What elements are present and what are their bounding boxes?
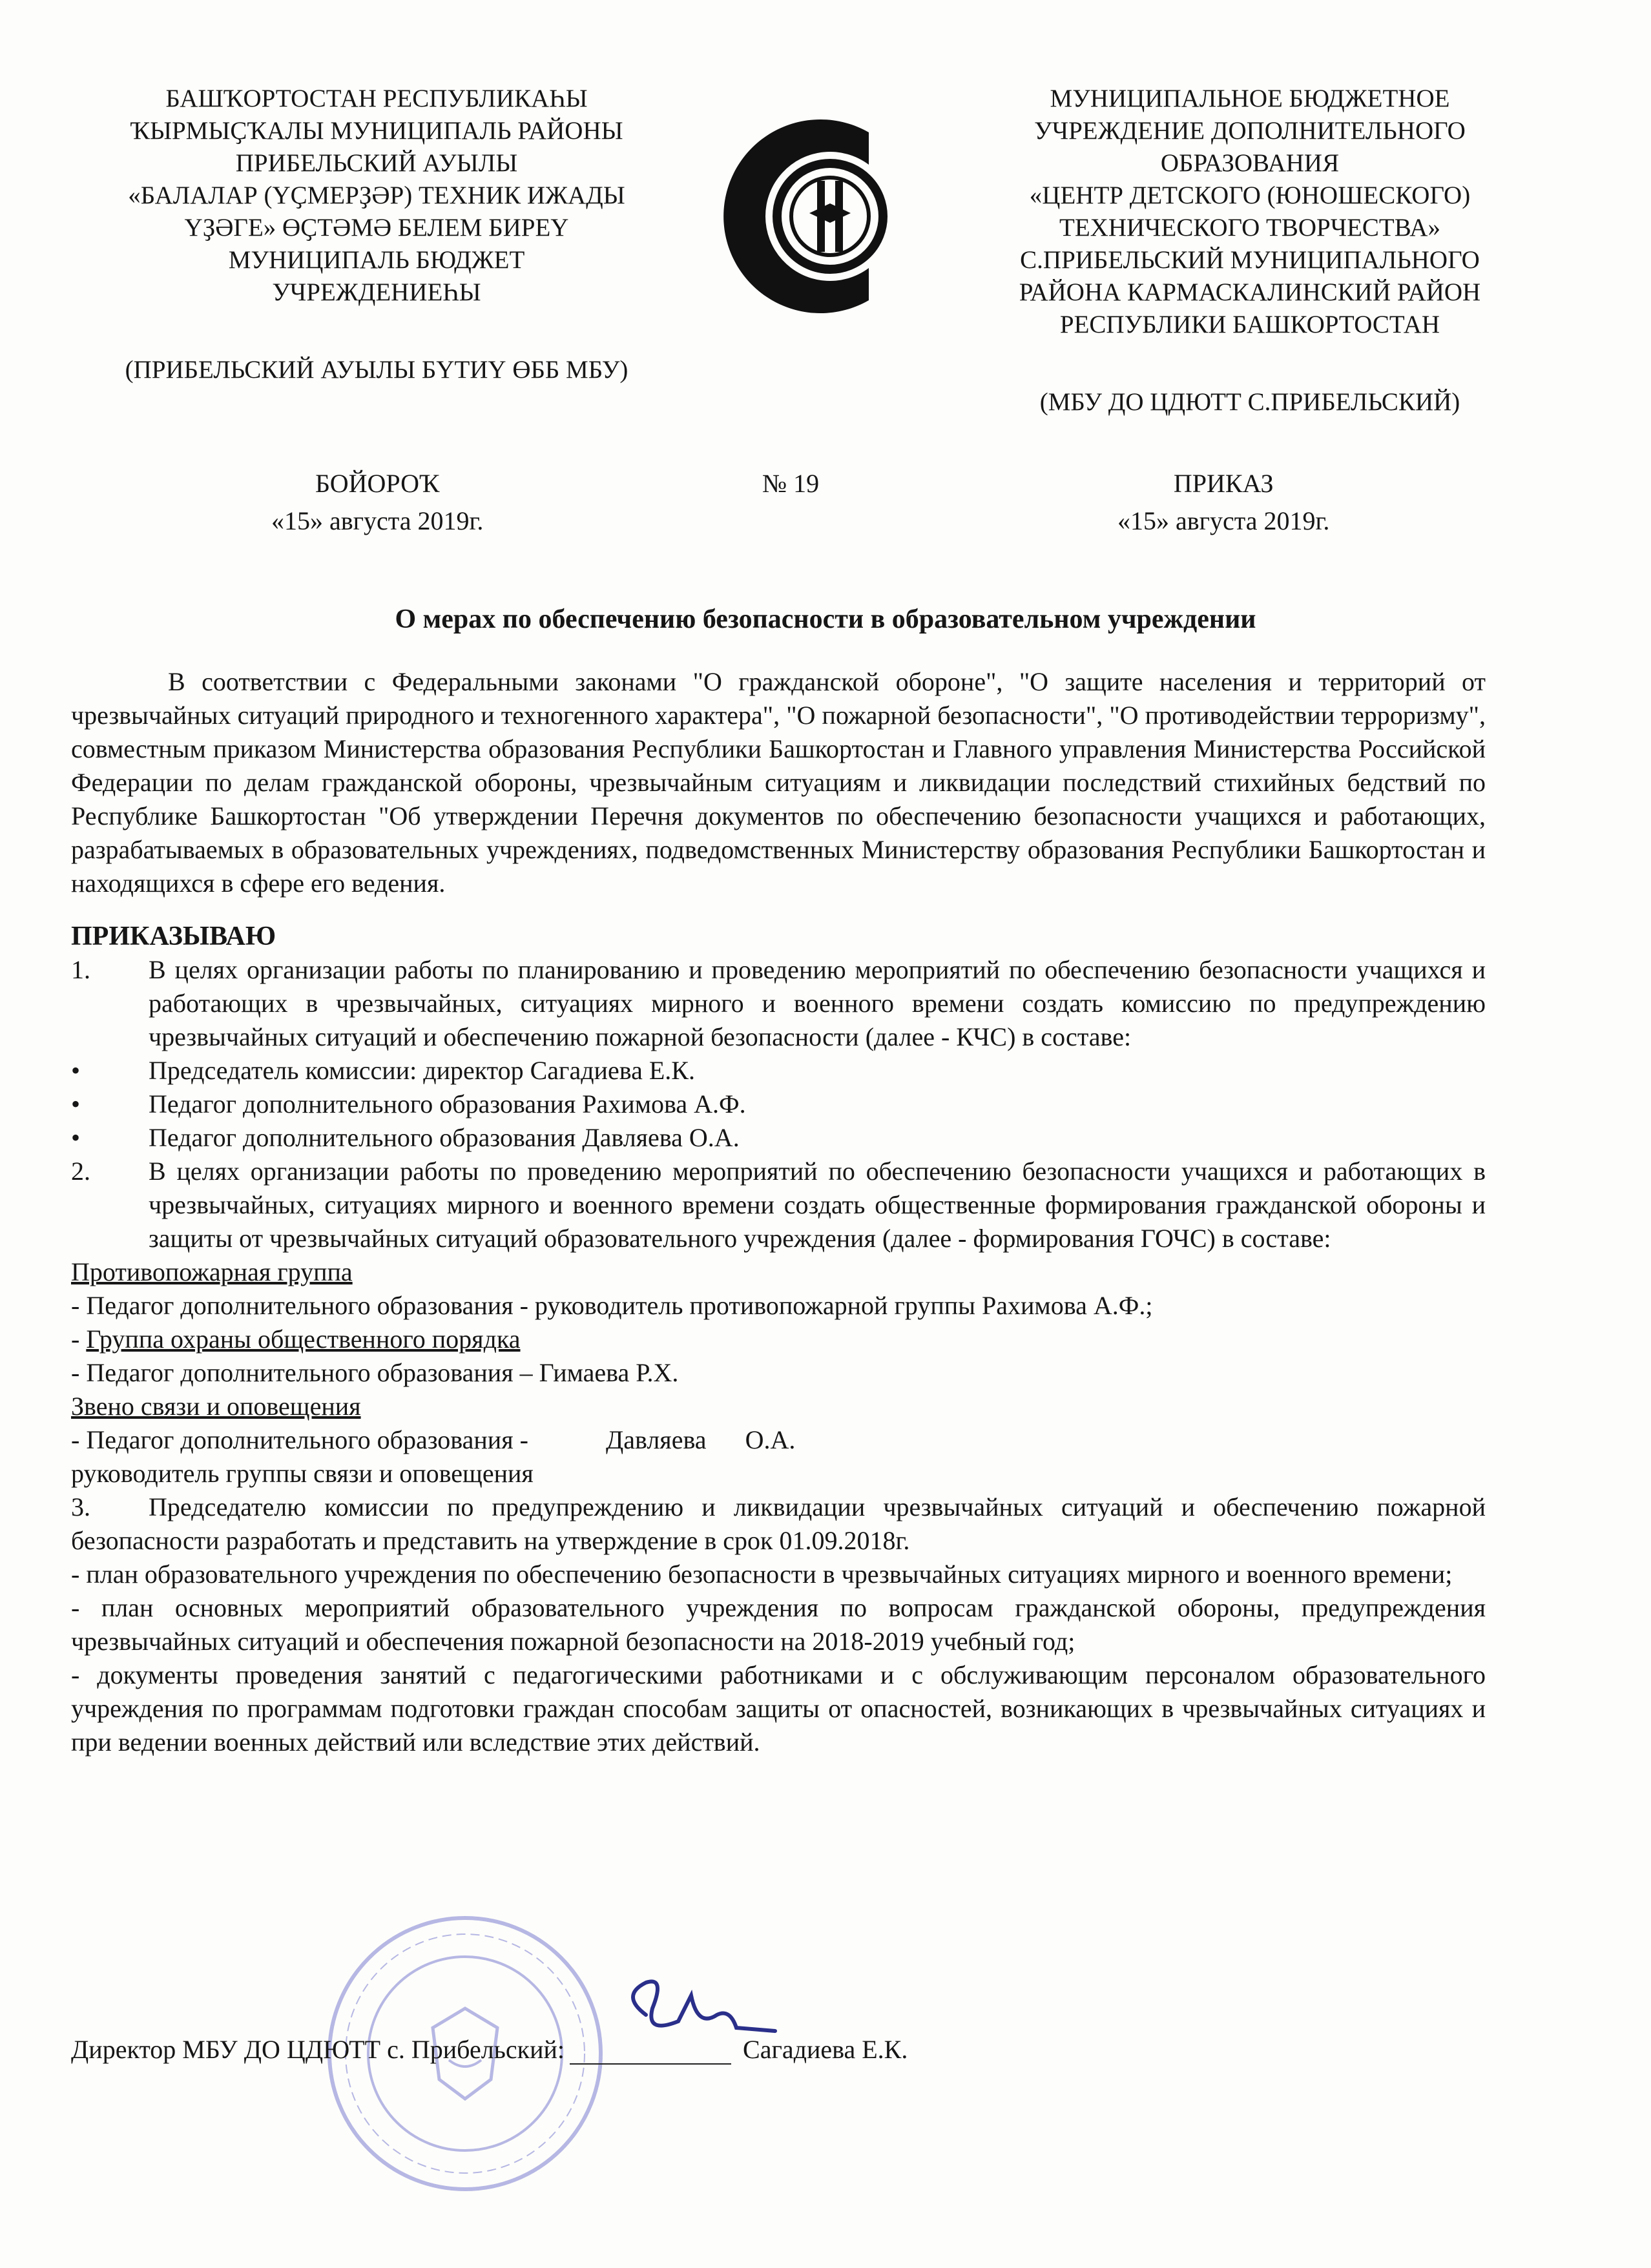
signature-row — [71, 2034, 908, 2065]
header-right-line: РЕСПУБЛИКИ БАШКОРТОСТАН — [1059, 311, 1440, 338]
item-text: Председателю комиссии по предупреждению и ликвидации чрезвычайных ситуаций и обеспечению пожарной безопасности разработать и представить на утверждение в срок 01.09.2018г. — [71, 1492, 1486, 1555]
comm-group-member — [71, 1423, 1486, 1457]
order-title-bashkir: БОЙОРОҠ — [315, 469, 440, 498]
header-right-line: ТЕХНИЧЕСКОГО ТВОРЧЕСТВА» — [1059, 214, 1440, 242]
preamble-paragraph: В соответствии с Федеральными законами "О гражданской обороне", "О защите населения и территорий от чрезвычайных ситуаций природного и техногенного характера", "О пожарной безопасности", "О противодействии терроризму", совместным приказом Министерства образования Республики Башкортостан и Главного управления Министерства Российской Федерации по делам гражданской обороны, чрезвычайным ситуациям и ликвидации последствий стихийных бедствий по Республике Башкортостан "Об утверждении Перечня документов по обеспечению безопасности учащихся и работающих, разрабатываемых в образовательных учреждениях, подведомственных Министерству образования Республики Башкортостан и находящихся в сфере его ведения. — [71, 667, 1486, 898]
header-right-block — [950, 83, 1550, 418]
order-number: № 19 — [762, 469, 820, 498]
plan-item: - документы проведения занятий с педагогическими работниками и с обслуживающим персоналом образовательного учреждения по программам подготовки граждан способам защиты от опасностей, возникающих в чрезвычайных ситуациях и при ведении военных действий или вследствие этих действий. — [71, 1660, 1486, 1757]
item-number: 1. — [71, 955, 90, 984]
comm-member-name: Давляева — [605, 1425, 707, 1454]
document-title: О мерах по обеспечению безопасности в образовательном учреждении — [395, 604, 1256, 634]
header-left-line: УЧРЕЖДЕНИЕҺЫ — [272, 278, 481, 306]
fire-group-heading: Противопожарная группа — [71, 1257, 353, 1286]
header-left-line: ҮҘӘГЕ» ӨҪТӘМӘ БЕЛЕМ БИРЕҮ — [184, 214, 569, 242]
signer-position: Директор МБУ ДО ЦДЮТТ с. Прибельский: — [71, 2035, 565, 2064]
bullet-item — [71, 1088, 1486, 1121]
header-right-line: УЧРЕЖДЕНИЕ ДОПОЛНИТЕЛЬНОГО — [1034, 117, 1466, 145]
bullet-item — [71, 1054, 1486, 1088]
item-text: В целях организации работы по планированию и проведению мероприятий по обеспечению безопасности учащихся и работающих в чрезвычайных, ситуациях мирного и военного времени создать комиссию по предупреждению чрезвычайных ситуаций и обеспечению пожарной безопасности (далее - КЧС) в составе: — [149, 955, 1486, 1051]
item-number: 3. — [71, 1492, 90, 1521]
header-left-block — [76, 83, 677, 386]
comm-member-role: - Педагог дополнительного образования - — [71, 1425, 528, 1454]
order-date-left: «15» августа 2019г. — [271, 506, 484, 535]
comm-member-role-desc: руководитель группы связи и оповещения — [71, 1459, 534, 1488]
signer-name: Сагадиева Е.К. — [743, 2035, 908, 2064]
bullet-item — [71, 1121, 1486, 1155]
header-left-line: ПРИБЕЛЬСКИЙ АУЫЛЫ — [235, 149, 518, 177]
header-right-line: С.ПРИБЕЛЬСКИЙ МУНИЦИПАЛЬНОГО — [1020, 246, 1480, 274]
header-left-line: «БАЛАЛАР (ҮҪМЕРҘӘР) ТЕХНИК ИЖАДЫ — [128, 181, 625, 209]
order-title-russian: ПРИКАЗ — [1173, 469, 1274, 498]
header-right-abbr: (МБУ ДО ЦДЮТТ С.ПРИБЕЛЬСКИЙ) — [1039, 388, 1460, 416]
order-group-title: Группа охраны общественного порядка — [86, 1325, 521, 1354]
header-right-line: МУНИЦИПАЛЬНОЕ БЮДЖЕТНОЕ — [1050, 85, 1450, 112]
header-right-line: «ЦЕНТР ДЕТСКОГО (ЮНОШЕСКОГО) — [1029, 181, 1471, 209]
order-meta-right — [1117, 465, 1329, 540]
bullet-icon: • — [71, 1123, 81, 1152]
order-word: ПРИКАЗЫВАЮ — [71, 922, 276, 951]
order-group-member: - Педагог дополнительного образования – Гимаева Р.Х. — [71, 1358, 679, 1387]
signature-line — [570, 2037, 731, 2065]
fire-group-member: - Педагог дополнительного образования - руководитель противопожарной группы Рахимова А.Ф.; — [71, 1291, 1153, 1320]
header-left-abbr: (ПРИБЕЛЬСКИЙ АУЫЛЫ БҮТИҮ ӨББ МБУ) — [125, 356, 628, 384]
header-left-line: МУНИЦИПАЛЬ БЮДЖЕТ — [228, 246, 525, 274]
document-body — [71, 665, 1486, 1759]
bullet-icon: • — [71, 1089, 81, 1119]
plan-item: - план основных мероприятий образовательного учреждения по вопросам гражданской обороны, предупреждения чрезвычайных ситуаций и обеспечения пожарной безопасности на 2018-2019 учебный год; — [71, 1593, 1486, 1656]
institution-logo-icon — [707, 107, 927, 326]
header-left-line: ҠЫРМЫҪҠАЛЫ МУНИЦИПАЛЬ РАЙОНЫ — [130, 117, 623, 145]
bullet-text: Педагог дополнительного образования Давляева О.А. — [149, 1123, 740, 1152]
bullet-text: Педагог дополнительного образования Рахимова А.Ф. — [149, 1089, 746, 1119]
item-number: 2. — [71, 1157, 90, 1186]
header-left-line: БАШҠОРТОСТАН РЕСПУБЛИКАҺЫ — [165, 85, 588, 112]
order-item-1 — [71, 953, 1486, 1054]
order-item-2 — [71, 1155, 1486, 1255]
order-item-3 — [71, 1490, 1486, 1558]
order-group-dash: - — [71, 1325, 87, 1354]
order-date-right: «15» августа 2019г. — [1117, 506, 1330, 535]
comm-member-initials: О.А. — [745, 1425, 796, 1454]
header-right-line: ОБРАЗОВАНИЯ — [1160, 149, 1340, 177]
bullet-icon: • — [71, 1056, 81, 1085]
header-right-line: РАЙОНА КАРМАСКАЛИНСКИЙ РАЙОН — [1019, 278, 1481, 306]
bullet-text: Председатель комиссии: директор Сагадиева Е.К. — [149, 1056, 695, 1085]
order-group-heading — [71, 1323, 1486, 1356]
order-meta-left — [271, 465, 483, 540]
comm-group-heading: Звено связи и оповещения — [71, 1392, 361, 1421]
item-text: В целях организации работы по проведению мероприятий по обеспечению безопасности учащихся и работающих в чрезвычайных, ситуациях мирного и военного времени создать общественные формирования гражданской обороны и защиты от чрезвычайных ситуаций образовательного учреждения (далее - формирования ГОЧС) в составе: — [149, 1157, 1486, 1253]
plan-item: - план образовательного учреждения по обеспечению безопасности в чрезвычайных ситуациях мирного и военного времени; — [71, 1560, 1453, 1589]
